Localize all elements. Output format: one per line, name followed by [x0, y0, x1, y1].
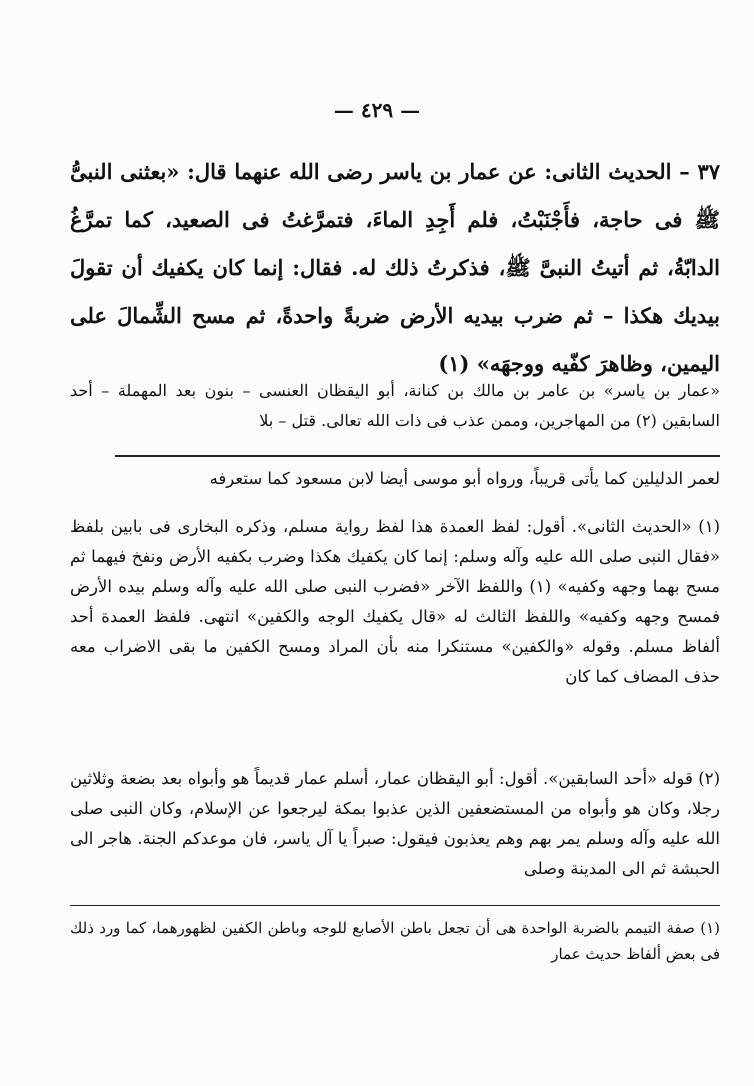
- footnote-text: (١) صفة التيمم بالضربة الواحدة هى أن تجعل باطن الأصابع للوجه وباطن الكفين لظهورهما، كما ورد ذلك فى بعض ألفاظ حديث عمار: [70, 919, 720, 963]
- commentary-note-1-text: (١) «الحديث الثانى». أقول: لفظ العمدة هذا لفظ رواية مسلم، وذكره البخارى فى بابين بلفظ «فقال النبى صلى الله عليه وآله وسلم: إنما كان يكفيك هكذا وضرب بكفيه الأرض ونفخ فيهما ثم مسح بهما وجهه وكفيه» (١) واللفظ الآخر «فضرب النبى صلى الله عليه وآله وسلم بيده الأرض فمسح وجهه وكفيه» واللفظ الثالث له «قال يكفيك الوجه والكفين» انتهى. فلفظ العمدة أحد ألفاظ مسلم. وقوله «والكفين» مستنكرا منه بأن المراد ومسح الكفين ما بقى الاضراب معه حذف المضاف كما كان: [70, 517, 720, 686]
- commentary-note-2: [70, 764, 720, 884]
- page-number: — ٤٢٩ —: [333, 98, 421, 122]
- commentary-divider: [115, 455, 720, 457]
- footnote-divider: [70, 905, 720, 906]
- footnote: [70, 915, 720, 967]
- commentary-intro-text: لعمر الدليلين كما يأتى قريباً، ورواه أبو موسى أيضا لابن مسعود كما ستعرفه: [209, 469, 720, 488]
- commentary-note-1: [70, 512, 720, 692]
- commentary-continuation: [70, 464, 720, 494]
- hadith-text: ٣٧ – الحديث الثانى: عن عمار بن ياسر رضى الله عنهما قال: «بعثنى النبىُّ ﷺ فى حاجة، فأَجْنَبْتُ، فلم أَجِدِ الماءَ، فتمرَّغتُ فى الصعيد، كما تمرَّغُ الدابّةُ، ثم أتيتُ النبىَّ ﷺ، فذكرتُ ذلك له. فقال: إنما كان يكفيك أن تقولَ بيديك هكذا – ثم ضرب بيديه الأرض ضربةً واحدةً، ثم مسح الشِّمالَ على اليمين، وظاهرَ كفّيه ووجهَه» (١): [70, 159, 720, 376]
- commentary-note-2-text: (٢) قوله «أحد السابقين». أقول: أبو اليقظان عمار، أسلم عمار قديماً هو وأبواه بعد بضعة وثلاثين رجلا، وكان هو وأبواه من المستضعفين الذين عذبوا بمكة ليرجعوا عن الإسلام، وكان النبى صلى الله عليه وآله وسلم يمر بهم وهم يعذبون فيقول: صبراً يا آل ياسر، فان موعدكم الجنة. هاجر الى الحبشة ثم الى المدينة وصلى: [70, 769, 720, 878]
- narrator-text: «عمار بن ياسر» بن عامر بن مالك بن كنانة، أبو اليقظان العنسى – بنون بعد المهملة – أحد السابقين (٢) من المهاجرين، وممن عذب فى ذات الله تعالى. قتل – بلا: [70, 381, 720, 430]
- hadith-text-block: [70, 148, 720, 388]
- narrator-biography: [70, 376, 720, 436]
